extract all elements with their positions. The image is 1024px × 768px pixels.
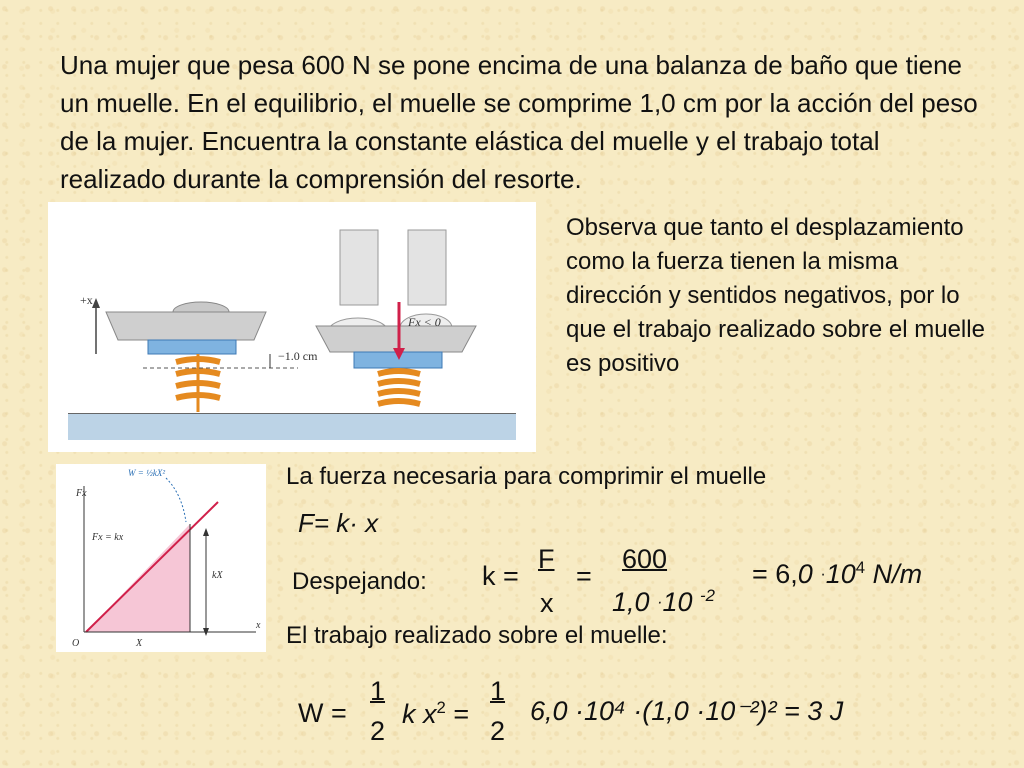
equals-1: = [576,561,592,591]
x-axis-label: x [256,620,261,631]
work-label: El trabajo realizado sobre el muelle: [286,622,668,649]
work-result: 6,0 ·10⁴ ·(1,0 ·10⁻²)² = 3 J [530,696,844,726]
denominator-value: 1,0 ·10 $^{-2}$ [612,586,715,617]
numerator-600: 600 [622,544,668,574]
force-required-label: La fuerza necesaria para comprimir el muelle [286,463,767,490]
work-formula: W = ½kX² [128,468,166,478]
f-numerator: F [538,544,555,574]
origin-label: O [72,638,80,649]
axis-label: +x [80,293,93,307]
scale-loaded [316,230,476,404]
w-label: W = [298,698,347,728]
half-numerator-2: 1 [490,676,506,706]
force-label: Fx < 0 [408,315,441,329]
k-label: k = [482,561,519,591]
half-denominator-2: 2 [490,716,506,746]
x-label: X [136,638,143,649]
x-denominator: x [540,588,554,618]
displacement-label: −1.0 cm [278,349,318,363]
scale-spring-figure [48,202,536,452]
scale-unloaded [80,293,318,412]
force-displacement-graph [56,464,266,652]
half-numerator: 1 [370,676,386,706]
hooke-formula: F= k· x [298,508,379,538]
despejando-label: Despejando: [292,568,427,595]
problem-statement: Una mujer que pesa 600 N se pone encima de una balanza de baño que tiene un muelle. En el equilibrio, el muelle se comprime 1,0 cm por la acción del peso de la mujer. Encuentra la constante elástica del muelle y el trabajo total realizado durante la comprensión del resorte. [60,50,978,194]
k-result: = $6,0 \cdot 10^4$ N/m [752,558,923,589]
kx-label: kX [212,570,223,581]
kx-squared: k $x^2$ = [402,698,470,729]
observation-note: Observa que tanto el desplazamiento como la fuerza tienen la misma dirección y sentidos negativos, por lo que el trabajo realizado sobre el muelle es positivo [566,214,985,377]
half-denominator: 2 [370,716,386,746]
fx-axis-label: Fx [76,488,87,499]
line-label: Fx = kx [92,532,124,543]
